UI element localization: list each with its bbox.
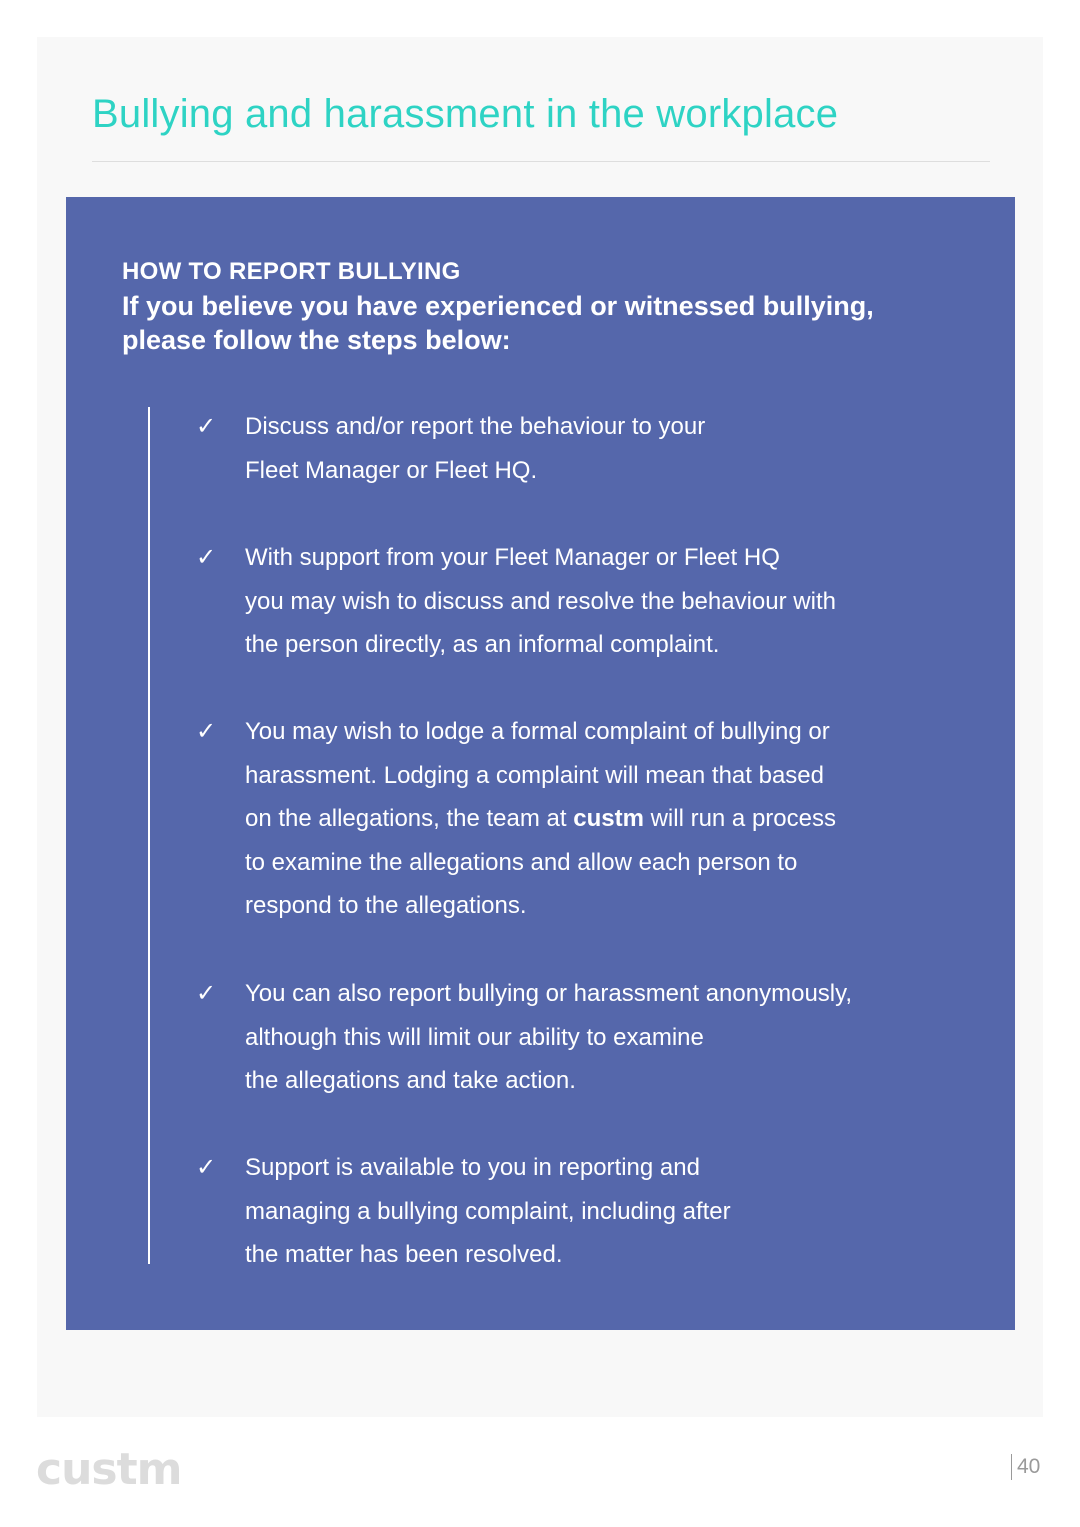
- check-icon: ✓: [196, 717, 217, 745]
- step-text: You may wish to lodge a formal complaint of bullying or harassment. Lodging a complaint will mean that based on the allegations, the team at custm will run a process to examine the allegations and allow each person to respond to the allegations.: [245, 718, 836, 920]
- check-icon: ✓: [196, 1153, 217, 1181]
- report-bullying-panel: [66, 197, 1015, 1330]
- step-text: With support from your Fleet Manager or Fleet HQ you may wish to discuss and resolve the behaviour with the person directly, as an informal complaint.: [245, 544, 836, 659]
- check-icon: ✓: [196, 543, 217, 571]
- page-title: Bullying and harassment in the workplace: [92, 92, 839, 136]
- step-text: Support is available to you in reporting and managing a bullying complaint, including after the matter has been resolved.: [245, 1154, 731, 1269]
- check-icon: ✓: [196, 412, 217, 440]
- section-kicker: HOW TO REPORT BULLYING: [122, 258, 461, 285]
- page-number: 40: [1011, 1454, 1040, 1480]
- title-divider: [92, 161, 990, 162]
- section-lead: If you believe you have experienced or witnessed bullying, please follow the steps below:: [122, 291, 874, 355]
- custm-logo: custm: [36, 1444, 182, 1495]
- check-icon: ✓: [196, 979, 217, 1007]
- steps-rule: [148, 407, 150, 1264]
- step-text: Discuss and/or report the behaviour to your Fleet Manager or Fleet HQ.: [245, 413, 706, 484]
- step-text: You can also report bullying or harassment anonymously, although this will limit our ability to examine the allegations and take action.: [245, 980, 853, 1095]
